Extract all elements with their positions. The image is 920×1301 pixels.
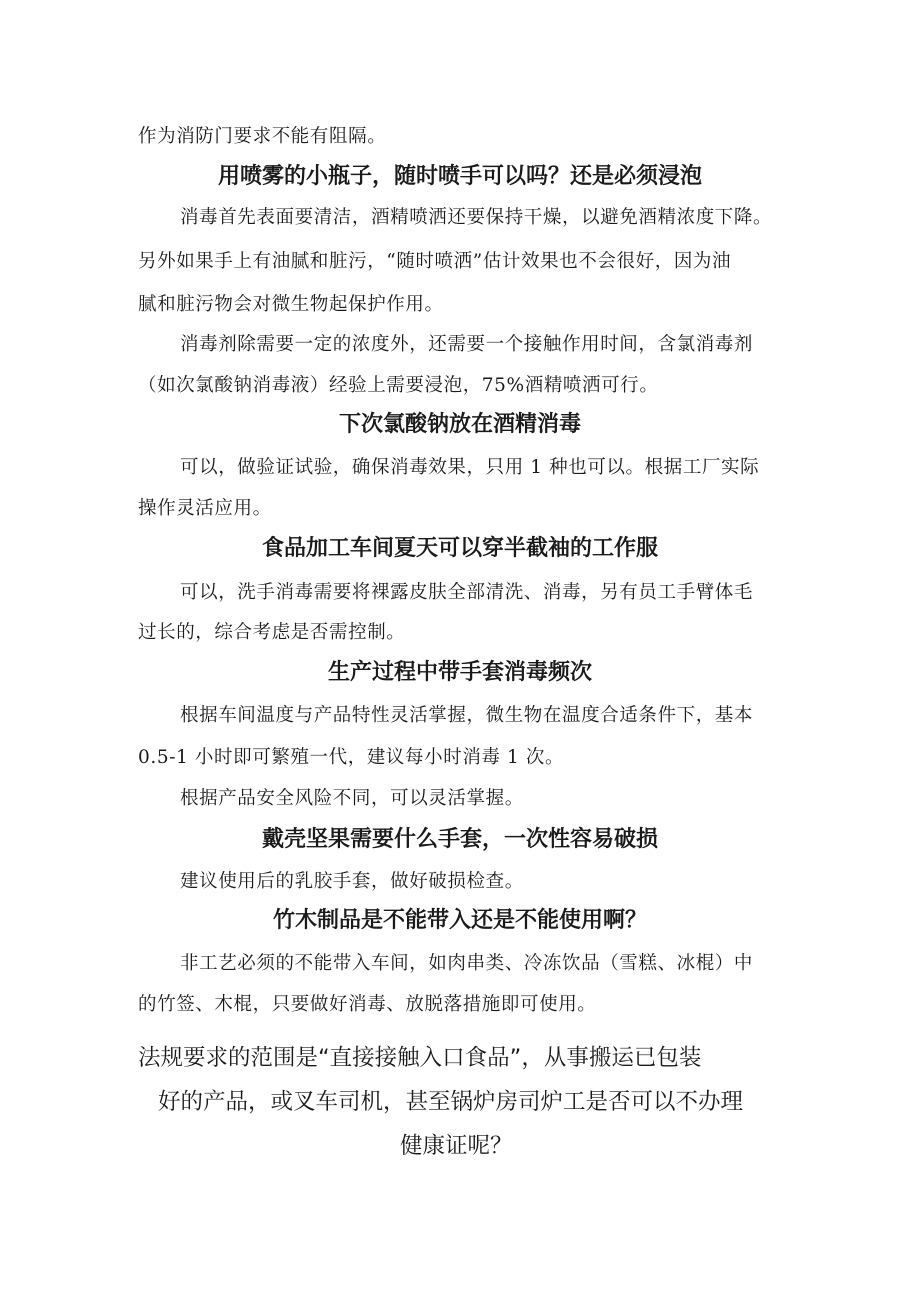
question-heading-health-cert-cont: 好的产品，或叉车司机，甚至锅炉房司炉工是否可以不办理 (158, 1089, 744, 1115)
answer-line: 消毒剂除需要一定的浓度外，还需要一个接触作用时间，含氯消毒剂 (180, 334, 754, 355)
answer-line: 非工艺必须的不能带入车间，如肉串类、冷冻饮品（雪糕、冰棍）中 (180, 953, 754, 974)
answer-line: 根据车间温度与产品特性灵活掌握，微生物在温度合适条件下，基本 (180, 705, 754, 726)
question-heading-health-cert-end: 健康证呢？ (400, 1133, 513, 1159)
answer-line: （如次氯酸钠消毒液）经验上需要浸泡，75%酒精喷洒可行。 (138, 375, 659, 396)
question-heading-spray: 用喷雾的小瓶子，随时喷手可以吗？还是必须浸泡 (217, 164, 702, 189)
answer-line: 消毒首先表面要清洁，酒精喷洒还要保持干燥，以避免酒精浓度下降。 (180, 207, 773, 228)
answer-line: 腻和脏污物会对微生物起保护作用。 (138, 294, 444, 315)
question-heading-bamboo-wood: 竹木制品是不能带入还是不能使用啊？ (272, 908, 647, 933)
answer-line: 的竹签、木棍，只要做好消毒、放脱落措施即可使用。 (138, 994, 597, 1015)
question-heading-short-sleeves: 食品加工车间夏天可以穿半截袖的工作服 (261, 536, 658, 561)
answer-line: 根据产品安全风险不同，可以灵活掌握。 (180, 788, 524, 809)
answer-line: 过长的，综合考虑是否需控制。 (138, 622, 406, 643)
answer-line: 另外如果手上有油腻和脏污，“随时喷洒”估计效果也不会很好，因为油 (138, 251, 732, 272)
answer-line: 可以，做验证试验，确保消毒效果，只用 1 种也可以。根据工厂实际 (180, 457, 760, 478)
question-heading-nut-gloves: 戴壳坚果需要什么手套，一次性容易破损 (261, 827, 658, 852)
question-heading-glove-frequency: 生产过程中带手套消毒频次 (327, 660, 592, 685)
answer-line: 0.5-1 小时即可繁殖一代，建议每小时消毒 1 次。 (138, 747, 565, 768)
answer-line: 建议使用后的乳胶手套，做好破损检查。 (180, 871, 524, 892)
answer-line: 操作灵活应用。 (138, 498, 272, 519)
intro-paragraph: 作为消防门要求不能有阻隔。 (138, 126, 387, 147)
question-heading-hypochlorite: 下次氯酸钠放在酒精消毒 (338, 412, 581, 437)
question-heading-health-cert: 法规要求的范围是“直接接触入口食品”，从事搬运已包装 (138, 1045, 702, 1071)
answer-line: 可以，洗手消毒需要将裸露皮肤全部清洗、消毒，另有员工手臂体毛 (180, 582, 754, 603)
